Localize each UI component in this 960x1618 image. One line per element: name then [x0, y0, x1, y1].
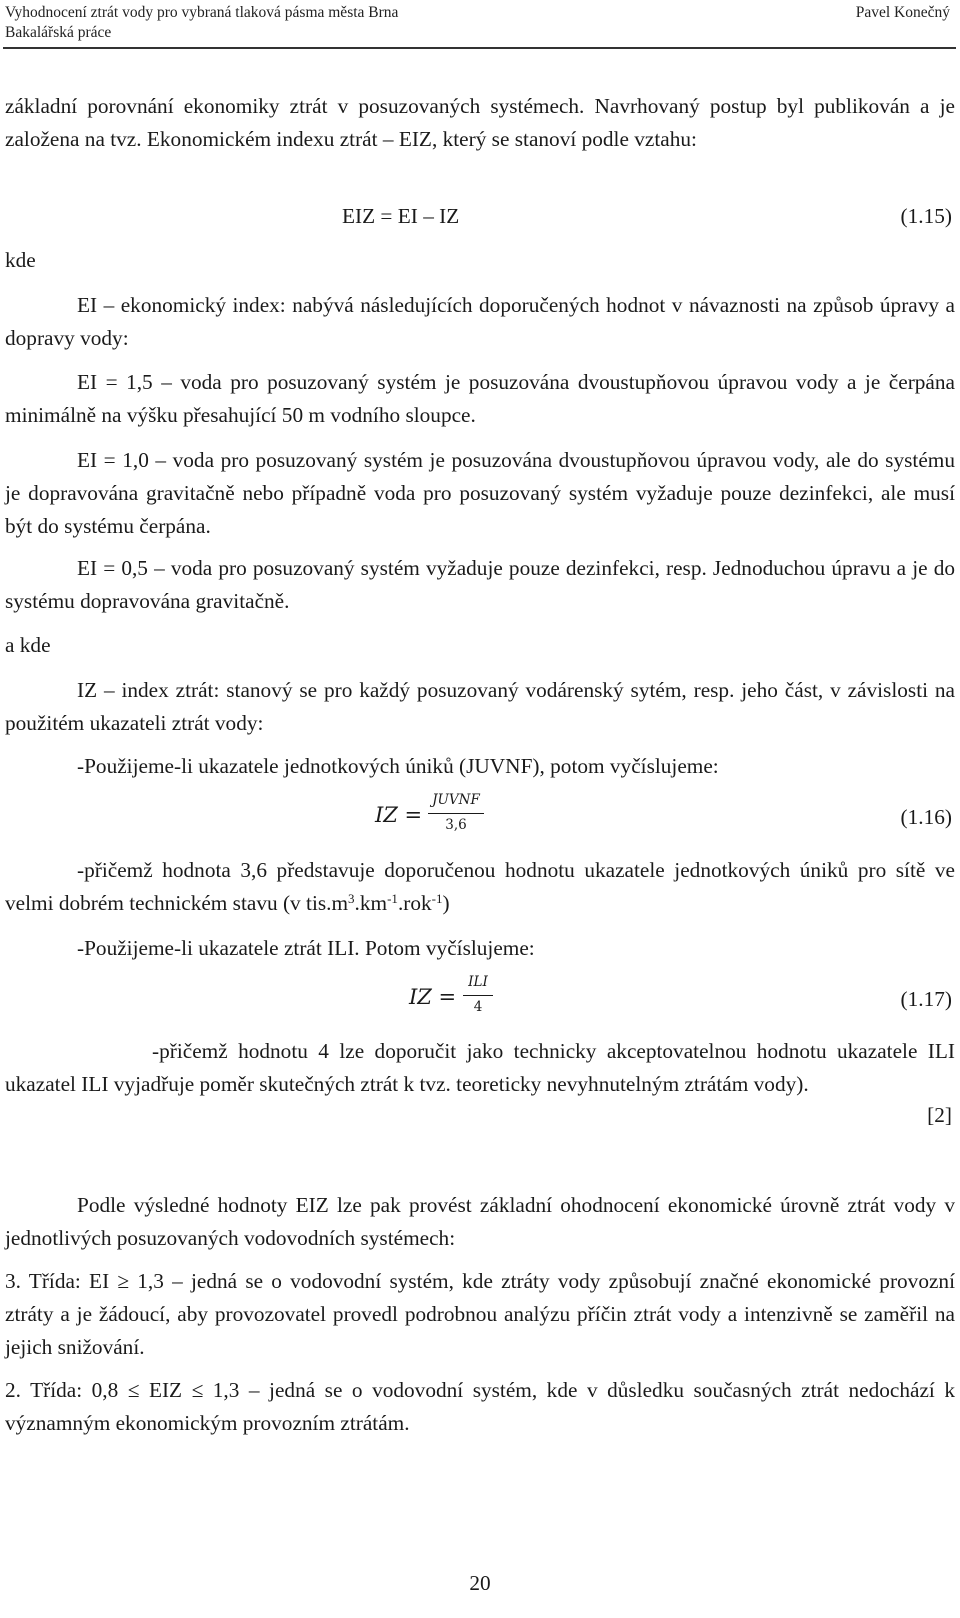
- equation-1-16-fraction-bar: [428, 813, 484, 814]
- superscript-3: 3: [348, 891, 355, 906]
- text-rok: .rok: [397, 891, 432, 915]
- paragraph-class-2: 2. Třída: 0,8 ≤ EIZ ≤ 1,3 – jedná se o vodovodní systém, kde v důsledku současných ztrát nedochází k významným ekonomickým provozním ztrátám.: [5, 1378, 955, 1435]
- equation-1-17-numerator: ILI: [468, 974, 488, 990]
- superscript-minus-1-a: -1: [387, 891, 398, 906]
- paragraph-intro: základní porovnání ekonomiky ztrát v posuzovaných systémech. Navrhovaný postup byl publikován a je založena na tvz. Ekonomickém indexu ztrát – EIZ, který se stanoví podle vztahu:: [5, 94, 955, 151]
- paragraph-ei-1-5: EI = 1,5 – voda pro posuzovaný systém je posuzována dvoustupňovou úpravou vody a je čerpána minimálně na výšku přesahující 50 m vodního sloupce.: [5, 370, 955, 427]
- equation-1-16-numerator: JUVNF: [432, 792, 480, 808]
- ili-intro: -Použijeme-li ukazatele ztrát ILI. Potom vyčíslujeme:: [77, 936, 535, 960]
- header-subtitle: Bakalářská práce: [5, 24, 112, 41]
- paragraph-ei-0-5: EI = 0,5 – voda pro posuzovaný systém vyžaduje pouze dezinfekci, resp. Jednoduchou úpravu a je do systému dopravována gravitačně.: [5, 556, 955, 613]
- reference-2: [2]: [927, 1103, 952, 1127]
- label-a-kde: a kde: [5, 633, 51, 657]
- paragraph-ili-explanation: -přičemž hodnotu 4 lze doporučit jako technicky akceptovatelnou hodnotu ukazatele ILI ukazatel ILI vyjadřuje poměr skutečných ztrát k tvz. teoreticky nevyhnutelným ztrátám vody).: [5, 1039, 955, 1096]
- running-header-left: [5, 3, 398, 43]
- label-kde: kde: [5, 248, 36, 272]
- juvnf-intro: -Použijeme-li ukazatele jednotkových úniků (JUVNF), potom vyčíslujeme:: [77, 754, 719, 778]
- equation-number-1-17: (1.17): [900, 987, 952, 1011]
- equation-number-1-16: (1.16): [900, 805, 952, 829]
- paragraph-iz-definition: IZ – index ztrát: stanový se pro každý posuzovaný vodárenský sytém, resp. jeho část, v závislosti na použitém ukazateli ztrát vody:: [5, 678, 955, 735]
- paragraph-ei-1-0: EI = 1,0 – voda pro posuzovaný systém je posuzována dvoustupňovou úpravou vody, ale do systému je dopravována gravitačně nebo případně voda pro posuzovaný systém vyžaduje pouze dezinfekci, ale musí být do systému čerpána.: [5, 448, 955, 538]
- paragraph-podle: Podle výsledné hodnoty EIZ lze pak provést základní ohodnocení ekonomické úrovně ztrát vody v jednotlivých posuzovaných vodovodních systémech:: [5, 1193, 955, 1250]
- paragraph-3-6-explanation: [5, 854, 955, 920]
- text-3-6-main: -přičemž hodnota 3,6 představuje doporučenou hodnotu ukazatele jednotkových úniků pro sítě ve velmi dobrém technickém stavu (v tis.m: [5, 858, 955, 915]
- paragraph-ei-definition: EI – ekonomický index: nabývá následujících doporučených hodnot v návaznosti na způsob úpravy a dopravy vody:: [5, 293, 955, 350]
- header-rule: [3, 47, 956, 49]
- equation-number-1-15: (1.15): [900, 204, 952, 228]
- header-title: Vyhodnocení ztrát vody pro vybraná tlaková pásma města Brna: [5, 4, 399, 21]
- equation-1-17-fraction-bar: [463, 995, 493, 996]
- page-number: 20: [469, 1571, 491, 1595]
- equation-1-16-denominator: 3,6: [445, 817, 467, 833]
- text-km: .km: [354, 891, 388, 915]
- equation-1-15: EIZ = EI – IZ: [342, 204, 460, 228]
- equation-1-17-lhs: IZ =: [409, 985, 457, 1009]
- text-close-paren: ): [442, 891, 450, 915]
- equation-1-17-denominator: 4: [473, 999, 483, 1015]
- equation-1-16-lhs: IZ =: [375, 803, 423, 827]
- header-author: Pavel Konečný: [855, 4, 950, 21]
- paragraph-class-3: 3. Třída: EI ≥ 1,3 – jedná se o vodovodní systém, kde ztráty vody způsobují značné ekonomické provozní ztráty a je žádoucí, aby provozovatel provedl podrobnou analýzu příčin ztrát vody a intenzivně se zaměřil na jejich snižování.: [5, 1269, 955, 1359]
- superscript-minus-1-b: -1: [431, 891, 443, 906]
